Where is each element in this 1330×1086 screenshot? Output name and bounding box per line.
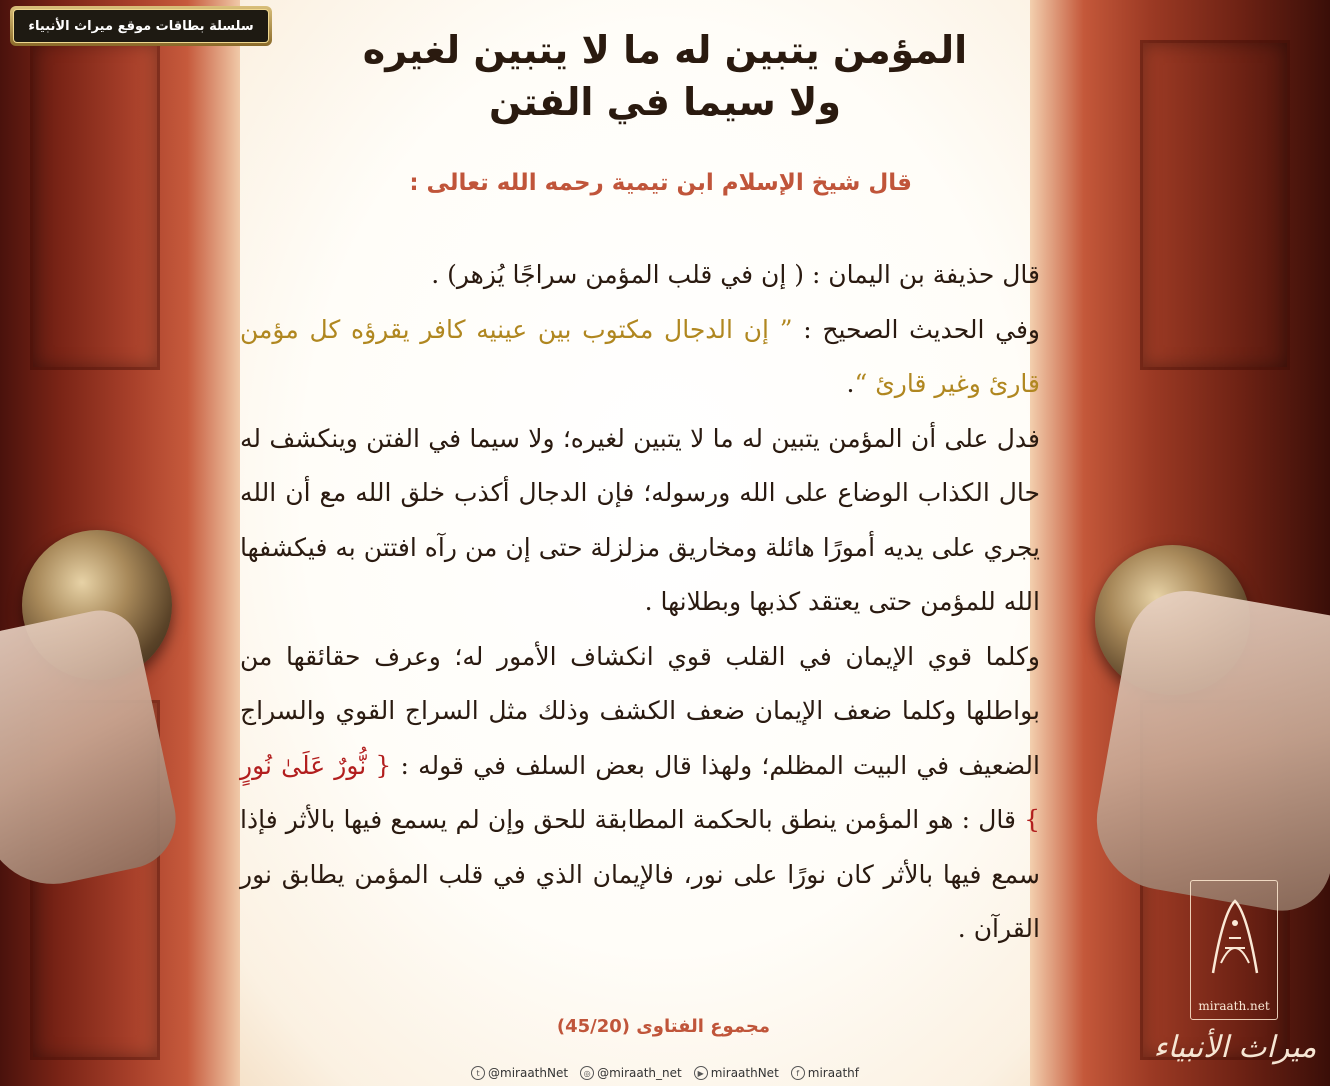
site-logo: [1190, 880, 1278, 1020]
paragraph-2-suffix: .: [846, 369, 855, 398]
facebook-icon: f: [791, 1066, 805, 1080]
title-line-2: ولا سيما في الفتن: [489, 80, 841, 124]
paragraph-2: [240, 303, 1040, 412]
series-badge-label: سلسلة بطاقات موقع ميراث الأنبياء: [13, 9, 269, 43]
social-handle: miraathf: [807, 1066, 859, 1080]
paragraph-4-part-b: قال : هو المؤمن ينطق بالحكمة المطابقة للحق وإن لم يسمع فيها بالأثر فإذا سمع فيها بالأثر كان نورًا على نور، فالإيمان الذي في قلب المؤمن يطابق نور القرآن .: [240, 805, 1040, 943]
title-line-1: المؤمن يتبين له ما لا يتبين لغيره: [362, 28, 968, 72]
paragraph-1: قال حذيفة بن اليمان : ( إن في قلب المؤمن سراجًا يُزهر) .: [431, 260, 1040, 289]
logo-script-text: ميراث الأنبياء: [1153, 1030, 1317, 1065]
social-youtube[interactable]: [694, 1066, 779, 1080]
paragraph-3: فدل على أن المؤمن يتبين له ما لا يتبين لغيره؛ ولا سيما في الفتن وينكشف له حال الكذاب الوضاع على الله ورسوله؛ فإن الدجال أكذب خلق الله مع أن الله يجري على يديه أمورًا هائلة ومخاريق مزلزلة حتى إن من رآه افتتن به فيكشفها الله للمؤمن حتى يعتقد كذبها وبطلانها .: [240, 423, 1040, 616]
social-handle: @miraath_net: [597, 1066, 682, 1080]
instagram-icon: ◎: [580, 1066, 594, 1080]
body-text: [240, 248, 1040, 957]
logo-url: miraath.net: [1198, 999, 1270, 1013]
social-twitter[interactable]: [471, 1066, 568, 1080]
twitter-icon: t: [471, 1066, 485, 1080]
door-panel: [30, 40, 160, 370]
paragraph-2-prefix: وفي الحديث الصحيح :: [792, 314, 1040, 344]
hadith-quote: ” إن الدجال مكتوب بين عينيه كافر يقرؤه كل مؤمن قارئ وغير قارئ “: [240, 314, 1040, 398]
attribution: قال شيخ الإسلام ابن تيمية رحمه الله تعالى :: [409, 170, 912, 196]
social-handle: @miraathNet: [488, 1066, 569, 1080]
series-badge: [10, 6, 272, 46]
youtube-icon: ▶: [694, 1066, 708, 1080]
social-facebook[interactable]: [791, 1066, 859, 1080]
social-bar: [440, 1064, 890, 1082]
social-instagram[interactable]: [580, 1066, 682, 1080]
paragraph-4-part-a: وكلما قوي الإيمان في القلب قوي انكشاف الأمور له؛ وعرف حقائقها من بواطلها وكلما ضعف الإيمان ضعف الكشف وذلك مثل السراج القوي والسراج الضعيف في البيت المظلم؛ ولهذا قال بعض السلف في قوله :: [240, 641, 1041, 780]
social-handle: miraathNet: [710, 1066, 779, 1080]
source-citation: مجموع الفتاوى (45/20): [556, 1016, 770, 1037]
paragraph-4: [240, 630, 1040, 957]
right-door: [1030, 0, 1330, 1086]
quran-verse: { نُّورٌ عَلَىٰ نُورٍ }: [240, 750, 1040, 834]
door-panel: [1140, 40, 1290, 370]
page-title: [300, 24, 1030, 128]
calligraphy-logo-icon: [1203, 893, 1267, 983]
